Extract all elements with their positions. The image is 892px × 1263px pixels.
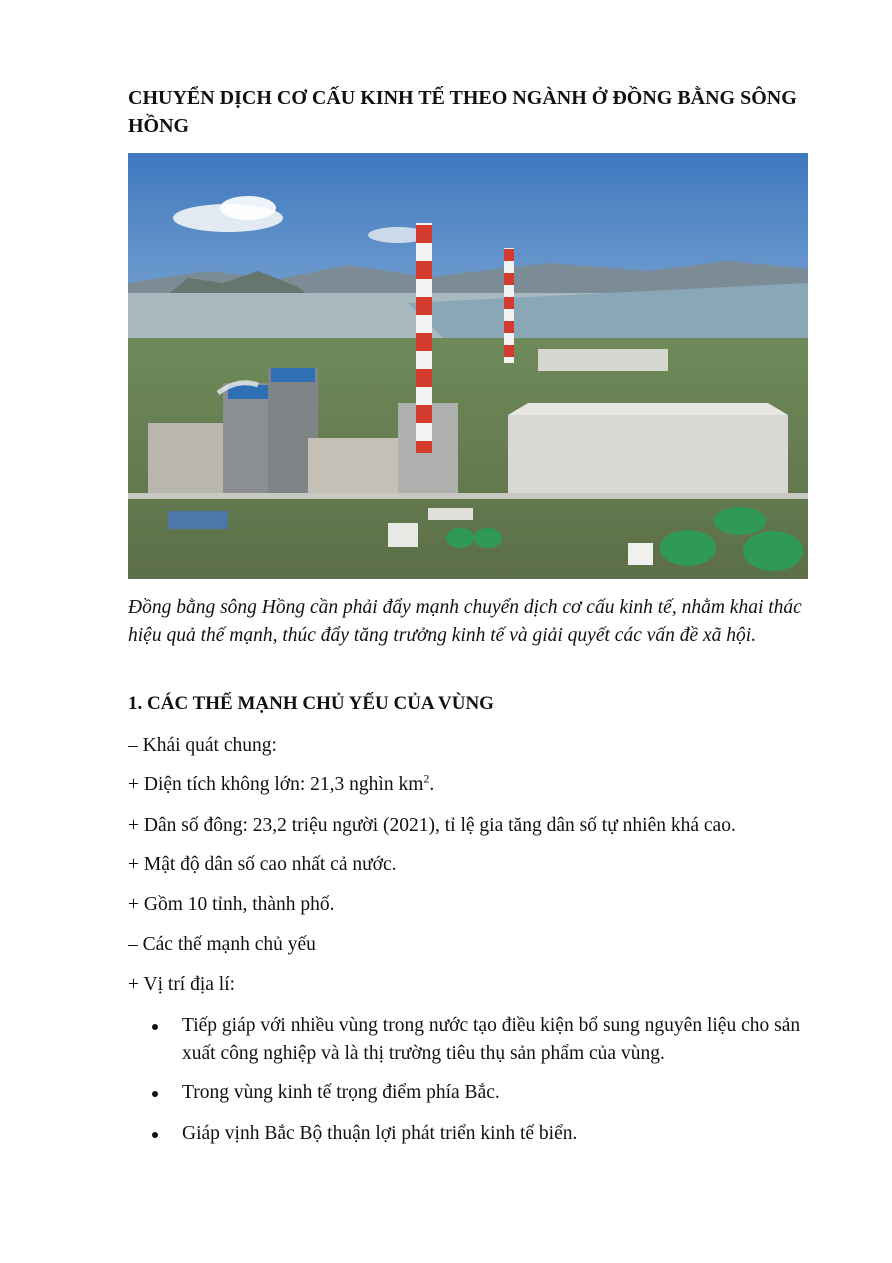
provinces-line: + Gồm 10 tỉnh, thành phố. — [128, 894, 335, 915]
section-heading: 1. CÁC THẾ MẠNH CHỦ YẾU CỦA VÙNG — [128, 693, 494, 714]
overview-label: – Khái quát chung: — [128, 735, 277, 756]
area-superscript: 2 — [423, 771, 430, 786]
image-caption: Đồng bằng sông Hồng cần phải đẩy mạnh chuyển dịch cơ cấu kinh tế, nhằm khai thác hiệu quả thế mạnh, thúc đẩy tăng trưởng kinh tế và giải quyết các vấn đề xã hội. — [128, 597, 802, 646]
bullet-icon — [152, 1024, 158, 1030]
strengths-label: – Các thế mạnh chủ yếu — [128, 934, 316, 955]
page-title: CHUYỂN DỊCH CƠ CẤU KINH TẾ THEO NGÀNH Ở ĐỒNG BẰNG SÔNG HỒNG — [128, 87, 797, 137]
density-line: + Mật độ dân số cao nhất cả nước. — [128, 854, 397, 875]
area-line — [128, 772, 828, 798]
location-label: + Vị trí địa lí: — [128, 974, 236, 995]
area-text: + Diện tích không lớn: 21,3 nghìn km — [128, 774, 424, 795]
list-item-text: Tiếp giáp với nhiều vùng trong nước tạo điều kiện bổ sung nguyên liệu cho sản xuất công nghiệp và là thị trường tiêu thụ sản phẩm của vùng. — [182, 1015, 801, 1064]
list-item — [152, 1012, 812, 1068]
power-plant-photo — [128, 153, 808, 579]
population-line: + Dân số đông: 23,2 triệu người (2021), tỉ lệ gia tăng dân số tự nhiên khá cao. — [128, 815, 736, 836]
bullet-icon — [152, 1132, 158, 1138]
bullet-icon — [152, 1091, 158, 1097]
list-item-text: Giáp vịnh Bắc Bộ thuận lợi phát triển kinh tế biển. — [182, 1123, 578, 1144]
area-end: . — [429, 774, 435, 795]
list-item — [152, 1120, 812, 1148]
list-item-text: Trong vùng kinh tế trọng điểm phía Bắc. — [182, 1082, 500, 1103]
list-item — [152, 1079, 812, 1107]
